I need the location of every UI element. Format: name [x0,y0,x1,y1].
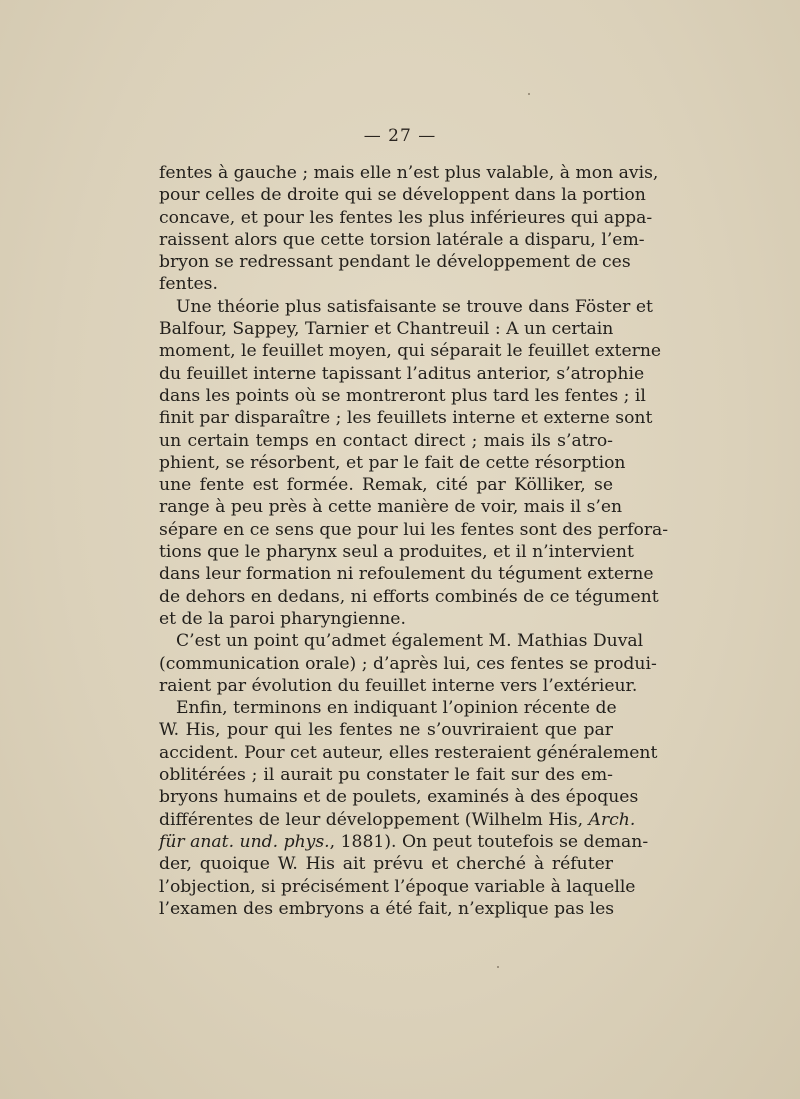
text-line: tions que le pharynx seul a produites, et il n’intervient [159,542,634,563]
text-line: de dehors en dedans, ni efforts combinés de ce tégument [159,586,659,607]
text-line: sépare en ce sens que pour lui les fentes sont des perfora- [159,519,669,540]
text-line: raissent alors que cette torsion latérale a disparu, l’em- [159,229,645,250]
paper-speck [528,93,530,95]
text-line: Balfour, Sappey, Tarnier et Chantreuil : A un certain [159,319,614,340]
text-line: dans les points où se montreront plus tard les fentes ; il [159,385,646,406]
text-line: finit par disparaître ; les feuillets interne et externe sont [159,408,653,429]
text-line: fentes. [159,274,218,295]
text-line: un certain temps en contact direct ; mais ils s’atro- [159,430,613,451]
text-segment: différentes de leur développement (Wilhelm His, [159,809,589,830]
text-line: range à peu près à cette manière de voir, mais il s’en [159,497,623,518]
paper-speck [497,966,499,968]
text-line: fentes à gauche ; mais elle n’est plus valable, à mon avis, [159,163,659,183]
text-line: bryons humains et de poulets, examinés à des époques [159,787,639,808]
text-line: concave, et pour les fentes les plus inférieures qui appa- [159,207,653,228]
text-line: l’examen des embryons a été fait, n’explique pas les [159,898,615,919]
text-line: l’objection, si précisément l’époque variable à laquelle [159,876,636,897]
paragraph-start: Enfin, terminons en indiquant l’opinion récente de [176,698,617,719]
text-line: raient par évolution du feuillet interne vers l’extérieur. [159,675,638,696]
text-line [159,831,649,853]
page-number: — 27 — [363,126,437,146]
journal-title-italic: für anat. und. phys. [159,831,330,852]
text-line: une fente est formée. Remak, cité par Kölliker, se [159,475,613,496]
text-line: moment, le feuillet moyen, qui séparait le feuillet externe [159,341,662,362]
text-line: W. His, pour qui les fentes ne s’ouvriraient que par [159,720,613,741]
paragraph-start: C’est un point qu’admet également M. Mathias Duval [176,631,644,652]
text-line: phient, se résorbent, et par le fait de cette résorption [159,452,626,473]
text-line: du feuillet interne tapissant l’aditus anterior, s’atrophie [159,363,645,384]
journal-title-italic: Arch. [588,809,636,830]
text-line [159,809,636,831]
text-line: dans leur formation ni refoulement du tégument externe [159,564,654,585]
text-line: accident. Pour cet auteur, elles resteraient généralement [159,742,658,763]
text-line: bryon se redressant pendant le développement de ces [159,252,631,273]
paragraph-start: Une théorie plus satisfaisante se trouve dans Föster et [176,296,653,317]
text-line: (communication orale) ; d’après lui, ces fentes se produi- [159,653,657,674]
text-segment: , 1881). On peut toutefois se deman- [329,831,649,852]
text-line: oblitérées ; il aurait pu constater le fait sur des em- [159,765,613,786]
text-line: et de la paroi pharyngienne. [159,608,406,629]
body-text [159,162,669,920]
text-line: der, quoique W. His ait prévu et cherché à réfuter [159,854,613,875]
text-line: pour celles de droite qui se développent dans la portion [159,185,646,206]
